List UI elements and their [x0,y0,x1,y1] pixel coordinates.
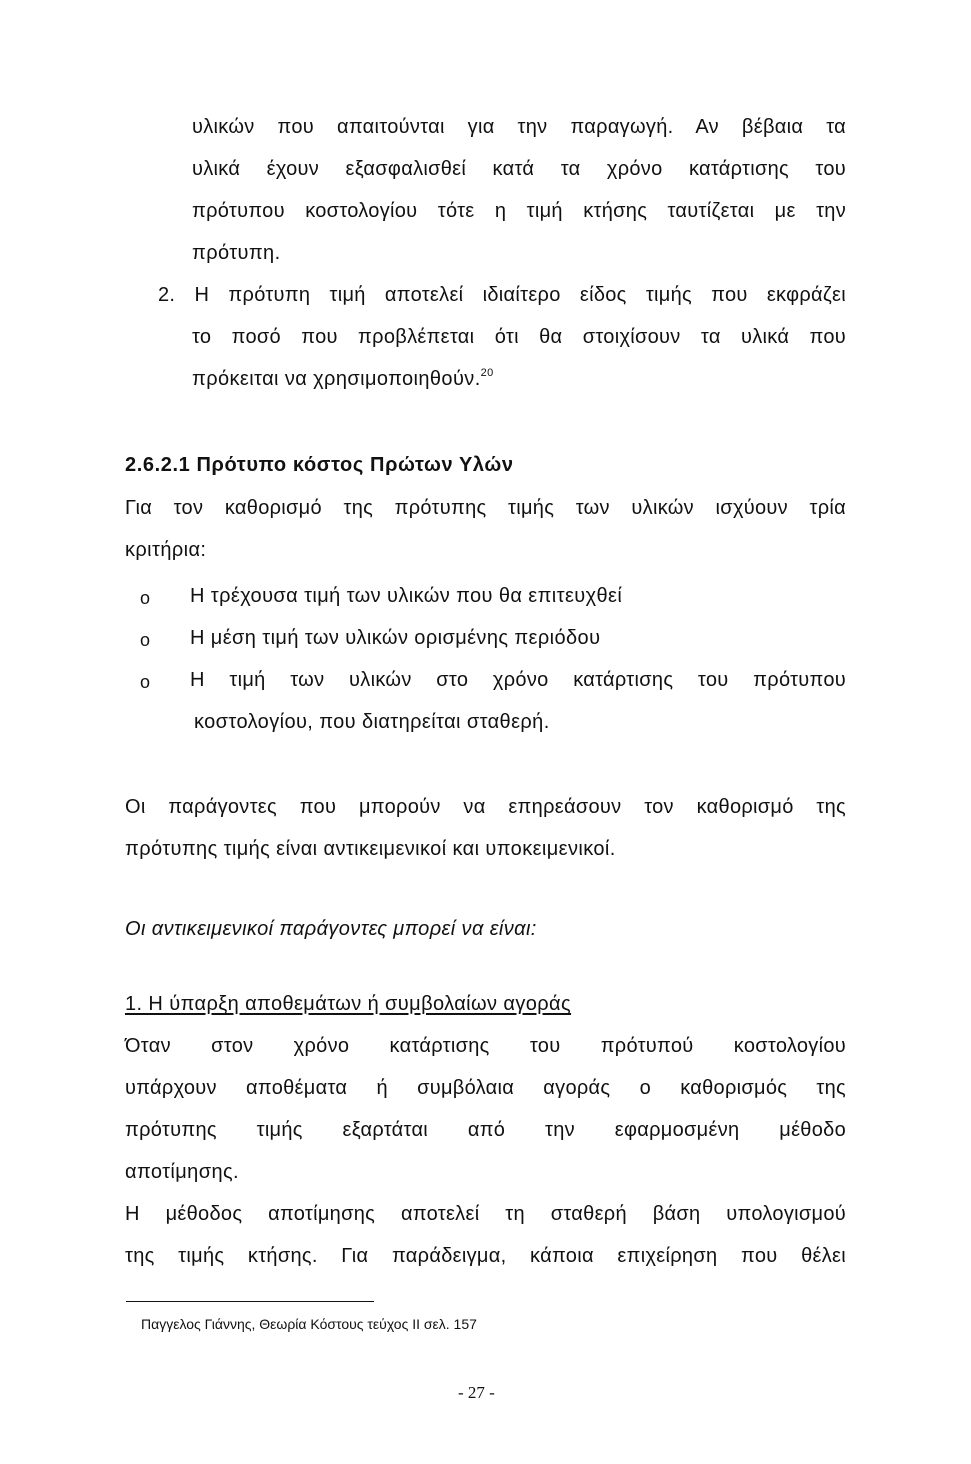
paragraph-line: πρότυπης τιμής εξαρτάται από την εφαρμοσμένη μέθοδο [125,1119,846,1141]
page-number: - 27 - [458,1383,495,1402]
underlined-subheading: 1. Η ύπαρξη αποθεμάτων ή συμβολαίων αγοράς [125,993,572,1015]
bullet-marker: o [140,630,151,650]
list-item: Η τιμή των υλικών στο χρόνο κατάρτισης του πρότυπου [190,669,846,691]
paragraph-line: υλικά έχουν εξασφαλισθεί κατά τα χρόνο κατάρτισης του [192,158,846,180]
list-item-line [192,368,494,391]
footnote: Παγγελος Γιάννης, Θεωρία Κόστους τεύχος ΙΙ σελ. 157 [141,1316,477,1332]
italic-heading: Οι αντικειμενικοί παράγοντες μπορεί να είναι: [125,918,537,940]
footnote-separator [126,1301,374,1302]
paragraph-line: πρότυπης τιμής είναι αντικειμενικοί και υποκειμενικοί. [125,838,616,860]
paragraph-line: Για τον καθορισμό της πρότυπης τιμής των υλικών ισχύουν τρία [125,497,846,519]
bullet-marker: o [140,588,151,608]
list-item: κοστολογίου, που διατηρείται σταθερή. [194,711,550,733]
paragraph-line: Η μέθοδος αποτίμησης αποτελεί τη σταθερή βάση υπολογισμού [125,1203,846,1225]
paragraph-line: αποτίμησης. [125,1161,239,1183]
paragraph-line: πρότυπου κοστολογίου τότε η τιμή κτήσης ταυτίζεται με την [192,200,846,222]
paragraph-line: κριτήρια: [125,539,207,561]
bullet-marker: o [140,672,151,692]
paragraph-line: υλικών που απαιτούνται για την παραγωγή. Αν βέβαια τα [192,116,846,138]
paragraph-line: πρότυπη. [192,242,281,264]
paragraph-line: Όταν στον χρόνο κατάρτισης του πρότυπού κοστολογίου [125,1035,846,1057]
list-item: Η τρέχουσα τιμή των υλικών που θα επιτευχθεί [190,585,623,607]
footnote-reference: 20 [480,367,494,379]
paragraph-line: της τιμής κτήσης. Για παράδειγμα, κάποια επιχείρηση που θέλει [125,1245,846,1267]
list-item-line: 2. Η πρότυπη τιμή αποτελεί ιδιαίτερο είδος τιμής που εκφράζει [158,284,846,306]
list-item-text: πρόκειται να χρησιμοποιηθούν. [192,368,481,390]
paragraph-line: Οι παράγοντες που μπορούν να επηρεάσουν τον καθορισμό της [125,796,846,818]
list-item: Η μέση τιμή των υλικών ορισμένης περιόδου [190,627,601,649]
section-heading: 2.6.2.1 Πρότυπο κόστος Πρώτων Υλών [125,454,514,476]
paragraph-line: υπάρχουν αποθέματα ή συμβόλαια αγοράς ο καθορισμός της [125,1077,846,1099]
list-item-line: το ποσό που προβλέπεται ότι θα στοιχίσουν τα υλικά που [192,326,846,348]
